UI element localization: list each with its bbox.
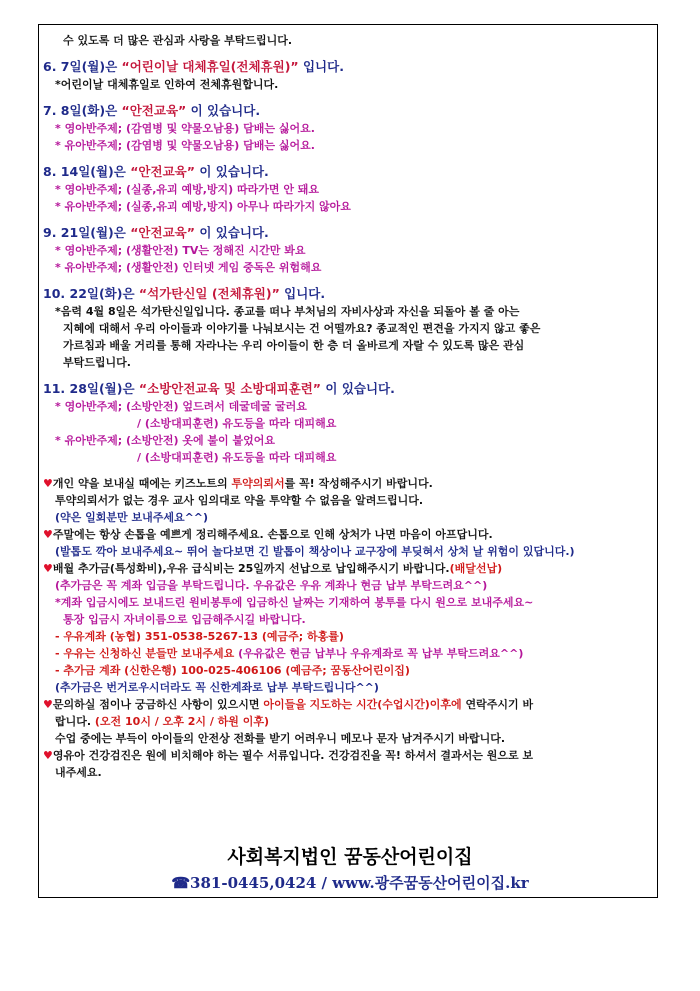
section-8-heading xyxy=(43,163,655,181)
note-contact: ♥문의하실 점이나 궁금하신 사항이 있으시면 아이들을 지도하는 시간(수업시간)이후에 연락주시기 바 xyxy=(43,698,534,711)
note-payment-envelope: *계좌 입금시에도 보내드린 원비봉투에 입금하신 날짜는 기재하여 봉투를 다시 원으로 보내주세요~ xyxy=(55,596,534,609)
section-6-tail: 입니다. xyxy=(302,59,344,74)
section-6-line: *어린이날 대체휴일로 인하여 전체휴원합니다. xyxy=(55,78,279,91)
section-10-title: “석가탄신일 (전체휴원)” xyxy=(138,286,280,301)
heart-icon: ♥ xyxy=(43,477,53,490)
payment-prepaid-highlight: (배달선납) xyxy=(449,562,503,575)
section-11-line: * 유아반주제; (소방안전) 옷에 불이 붙었어요 xyxy=(55,434,275,447)
note-nails: ♥주말에는 항상 손톱을 예쁘게 정리해주세요. 손톱으로 인해 상처가 나면 마음이 아프답니다. xyxy=(43,528,493,541)
note-health-check-tail: 내주세요. xyxy=(55,766,102,779)
section-10-date: 10. 22일(화)은 xyxy=(43,286,135,301)
section-10-line: *음력 4월 8일은 석가탄신일입니다. 종교를 떠나 부처님의 자비사상과 자신을 되돌아 볼 줄 아는 xyxy=(55,305,520,318)
section-8-line: * 유아반주제; (실종,유괴 예방,방지) 아무나 따라가지 않아요 xyxy=(55,200,351,213)
section-6-heading xyxy=(43,58,655,76)
note-extra-account-detail: (추가금은 번거로우시더라도 꼭 신한계좌로 납부 부탁드립니다^^) xyxy=(55,681,379,694)
section-7-title: “안전교육” xyxy=(121,103,187,118)
section-11-line: / (소방대피훈련) 유도등을 따라 대피해요 xyxy=(137,417,337,430)
section-7-line: * 유아반주제; (감염병 및 약물오남용) 담배는 싫어요. xyxy=(55,139,315,152)
section-11-heading xyxy=(43,380,655,398)
section-11-line: / (소방대피훈련) 유도등을 따라 대피해요 xyxy=(137,451,337,464)
contact-time-highlight: 아이들을 지도하는 시간(수업시간)이후에 xyxy=(263,698,462,711)
note-medicine: ♥개인 약을 보내실 때에는 키즈노트의 투약의뢰서를 꼭! 작성해주시기 바랍니다. xyxy=(43,477,433,490)
heart-icon: ♥ xyxy=(43,698,53,711)
medicine-form-highlight: 투약의뢰서 xyxy=(231,477,285,490)
section-10-line: 지혜에 대해서 우리 아이들과 이야기를 나눠보시는 건 어떨까요? 종교적인 편견을 가지지 않고 좋은 xyxy=(63,322,541,335)
section-9-tail: 이 있습니다. xyxy=(199,225,269,240)
heart-icon: ♥ xyxy=(43,528,53,541)
section-7-line: * 영아반주제; (감염병 및 약물오남용) 담배는 싫어요. xyxy=(55,122,315,135)
section-8-date: 8. 14일(월)은 xyxy=(43,164,126,179)
note-milk-account: - 우유계좌 (농협) 351-0538-5267-13 (예금주; 하홍률) xyxy=(55,630,344,643)
note-payment-name: 통장 입금시 자녀이름으로 입금해주시길 바랍니다. xyxy=(63,613,306,626)
note-extra-account: - 추가금 계좌 (신한은행) 100-025-406106 (예금주; 꿈동산어린이집) xyxy=(55,664,410,677)
section-7-tail: 이 있습니다. xyxy=(190,103,261,118)
section-8-line: * 영아반주제; (실종,유괴 예방,방지) 따라가면 안 돼요 xyxy=(55,183,320,196)
note-milk-request: - 우유는 신청하신 분들만 보내주세요 (우유값은 현금 납부나 우유계좌로 꼭 납부 부탁드려요^^) xyxy=(55,647,524,660)
note-nails-detail: (발톱도 깍아 보내주세요~ 뛰어 놀다보면 긴 발톱이 책상이나 교구장에 부딪혀서 상처 날 위험이 있답니다.) xyxy=(55,545,575,558)
note-medicine-detail: 투약의뢰서가 없는 경우 교사 임의대로 약을 투약할 수 없음을 알려드립니다. xyxy=(55,494,424,507)
note-contact-hours: 랍니다. (오전 10시 / 오후 2시 / 하원 이후) xyxy=(55,715,270,728)
heart-icon: ♥ xyxy=(43,749,53,762)
section-9-heading xyxy=(43,224,655,242)
section-10-line: 가르침과 배울 거리를 통해 자라나는 우리 아이들이 한 층 더 올바르게 자랄 수 있도록 많은 관심 xyxy=(63,339,525,352)
intro-line: 수 있도록 더 많은 관심과 사랑을 부탁드립니다. xyxy=(63,34,293,47)
section-10-line: 부탁드립니다. xyxy=(63,356,131,369)
section-7-heading xyxy=(43,102,655,120)
section-9-line: * 유아반주제; (생활안전) 인터넷 게임 중독은 위험해요 xyxy=(55,261,322,274)
section-9-title: “안전교육” xyxy=(130,225,195,240)
section-10-tail: 입니다. xyxy=(284,286,326,301)
note-payment-account: (추가금은 꼭 계좌 입금을 부탁드립니다. 우유값은 우유 계좌나 현금 납부 부탁드려요^^) xyxy=(55,579,488,592)
note-health-check: ♥영유아 건강검진은 원에 비치해야 하는 필수 서류입니다. 건강검진을 꼭! 하셔서 결과서는 원으로 보 xyxy=(43,749,534,762)
section-8-tail: 이 있습니다. xyxy=(199,164,269,179)
section-9-line: * 영아반주제; (생활안전) TV는 정해진 시간만 봐요 xyxy=(55,244,306,257)
section-11-title: “소방안전교육 및 소방대피훈련” xyxy=(138,381,322,396)
section-6-title: “어린이날 대체휴일(전체휴원)” xyxy=(121,59,299,74)
note-contact-memo: 수업 중에는 부득이 아이들의 안전상 전화를 받기 어려우니 메모나 문자 남겨주시기 바랍니다. xyxy=(55,732,506,745)
heart-icon: ♥ xyxy=(43,562,53,575)
section-11-line: * 영아반주제; (소방안전) 엎드려서 데굴데굴 굴러요 xyxy=(55,400,307,413)
section-6-date: 6. 7일(월)은 xyxy=(43,59,118,74)
section-7-date: 7. 8일(화)은 xyxy=(43,103,118,118)
section-11-tail: 이 있습니다. xyxy=(325,381,395,396)
section-10-heading xyxy=(43,285,655,303)
section-9-date: 9. 21일(월)은 xyxy=(43,225,126,240)
section-8-title: “안전교육” xyxy=(130,164,195,179)
organization-name: 사회복지법인 꿈동산어린이집 xyxy=(227,846,473,868)
note-payment: ♥배월 추가금(특성화비),우유 급식비는 25일까지 선납으로 납입해주시기 바랍니다.(배달선납) xyxy=(43,562,503,575)
section-11-date: 11. 28일(월)은 xyxy=(43,381,135,396)
notice-body xyxy=(43,32,655,781)
contact-line: ☎381-0445,0424 / www.광주꿈동산어린이집.kr xyxy=(171,874,529,892)
note-medicine-dose: (약은 일회분만 보내주세요^^) xyxy=(55,511,209,524)
